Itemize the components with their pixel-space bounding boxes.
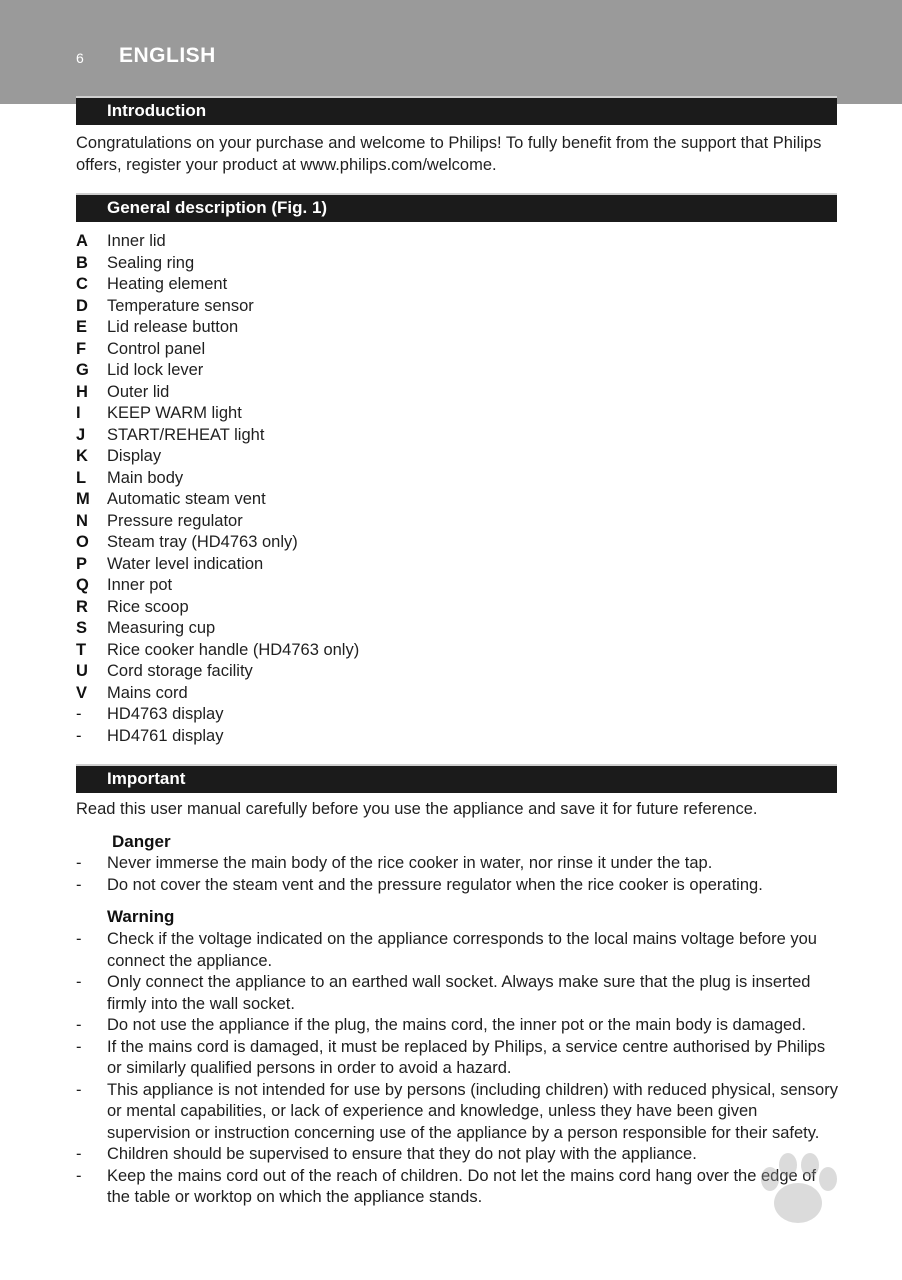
general-description-heading-band — [76, 193, 837, 222]
warning-item — [76, 1015, 842, 1037]
part-letter: E — [76, 318, 88, 336]
part-letter: H — [76, 382, 88, 401]
part-letter: I — [76, 404, 81, 422]
part-label: Inner lid — [107, 232, 166, 250]
danger-title: Danger — [112, 832, 171, 851]
part-letter: S — [76, 619, 88, 637]
part-label: Display — [107, 447, 162, 465]
bullet-text: Only connect the appliance to an earthed wall socket. Always make sure that the plug is inserted firmly into the wall socket. — [107, 973, 811, 1013]
part-label: Rice scoop — [107, 597, 189, 616]
bullet-text: Check if the voltage indicated on the appliance corresponds to the local mains voltage before you connect the appliance. — [107, 930, 817, 970]
part-label: Cord storage facility — [107, 662, 253, 680]
warning-item — [76, 929, 842, 972]
part-label: Lid release button — [107, 318, 239, 336]
part-label: Inner pot — [107, 576, 173, 594]
part-letter: C — [76, 275, 88, 293]
part-letter: Q — [76, 576, 89, 594]
danger-item — [76, 875, 842, 897]
bullet-text: This appliance is not intended for use by persons (including children) with reduced physical, sensory or mental capabilities, or lack of experience and knowledge, unless they have been given supervision or instruction concerning use of the appliance by a person responsible for their safety. — [107, 1080, 838, 1142]
danger-list — [76, 853, 842, 896]
part-letter: R — [76, 597, 88, 616]
part-dash: - — [76, 726, 82, 745]
warning-list — [76, 929, 842, 1209]
bullet-text: Do not use the appliance if the plug, the mains cord, the inner pot or the main body is damaged. — [107, 1016, 806, 1034]
introduction-heading: Introduction — [107, 101, 207, 120]
bullet-text: Never immerse the main body of the rice cooker in water, nor rinse it under the tap. — [107, 854, 713, 872]
part-label: Steam tray (HD4763 only) — [107, 533, 298, 551]
bullet-dash: - — [76, 1080, 82, 1099]
part-label: Pressure regulator — [107, 511, 243, 530]
part-letter: L — [76, 468, 87, 487]
warning-item — [76, 1144, 842, 1166]
part-label: Sealing ring — [107, 253, 195, 272]
introduction-text: Congratulations on your purchase and welcome to Philips! To fully benefit from the support that Philips offers, register your product at www.philips.com/welcome. — [76, 134, 822, 174]
part-letter: D — [76, 296, 88, 315]
part-letter: A — [76, 232, 88, 250]
bullet-dash: - — [76, 875, 82, 894]
part-letter: V — [76, 683, 88, 702]
important-heading-band — [76, 764, 837, 793]
part-letter: M — [76, 490, 90, 508]
bullet-dash: - — [76, 1145, 82, 1163]
part-label: HD4761 display — [107, 726, 224, 745]
part-letter: K — [76, 447, 88, 465]
bullet-text: Children should be supervised to ensure that they do not play with the appliance. — [107, 1145, 697, 1163]
part-label: Outer lid — [107, 382, 170, 401]
bullet-dash: - — [76, 1166, 82, 1185]
part-label: Rice cooker handle (HD4763 only) — [107, 640, 360, 659]
part-letter: B — [76, 253, 88, 272]
part-label: Measuring cup — [107, 619, 216, 637]
part-label: Main body — [107, 468, 184, 487]
part-letter: N — [76, 511, 88, 530]
warning-item — [76, 1080, 842, 1145]
part-label: Water level indication — [107, 554, 264, 573]
bullet-text: Keep the mains cord out of the reach of children. Do not let the mains cord hang over the edge of the table or worktop on which the appliance stands. — [107, 1166, 817, 1206]
paw-watermark-icon — [742, 1145, 854, 1235]
bullet-dash: - — [76, 854, 82, 872]
part-label: Automatic steam vent — [107, 490, 266, 508]
important-intro: Read this user manual carefully before you use the appliance and save it for future reference. — [76, 800, 758, 818]
part-dash: - — [76, 705, 82, 723]
part-letter: T — [76, 640, 87, 659]
part-letter: F — [76, 339, 87, 358]
part-label: START/REHEAT light — [107, 425, 265, 444]
part-label: Heating element — [107, 275, 228, 293]
part-label: KEEP WARM light — [107, 404, 242, 422]
bullet-text: If the mains cord is damaged, it must be replaced by Philips, a service centre authorised by Philips or similarly qualified persons in order to avoid a hazard. — [107, 1037, 826, 1077]
part-letter: P — [76, 554, 88, 573]
part-label: Lid lock lever — [107, 361, 204, 379]
part-letter: J — [76, 425, 86, 444]
part-label: Control panel — [107, 339, 206, 358]
part-label: Mains cord — [107, 683, 188, 702]
part-letter: G — [76, 361, 89, 379]
part-letter: U — [76, 662, 88, 680]
part-letter: O — [76, 533, 89, 551]
bullet-dash: - — [76, 973, 82, 991]
language-title: ENGLISH — [119, 44, 216, 67]
warning-item — [76, 972, 842, 1015]
general-description-heading: General description (Fig. 1) — [107, 198, 328, 217]
bullet-dash: - — [76, 930, 82, 948]
important-heading: Important — [107, 769, 186, 788]
page-number: 6 — [76, 50, 84, 66]
warning-title: Warning — [107, 907, 175, 926]
warning-item — [76, 1166, 842, 1209]
warning-item — [76, 1037, 842, 1080]
part-label: Temperature sensor — [107, 296, 254, 315]
bullet-dash: - — [76, 1037, 82, 1056]
bullet-text: Do not cover the steam vent and the pressure regulator when the rice cooker is operating. — [107, 875, 763, 894]
header-bar — [0, 0, 902, 104]
bullet-dash: - — [76, 1016, 82, 1034]
danger-item — [76, 853, 842, 875]
introduction-heading-band — [76, 96, 837, 125]
part-label: HD4763 display — [107, 705, 224, 723]
